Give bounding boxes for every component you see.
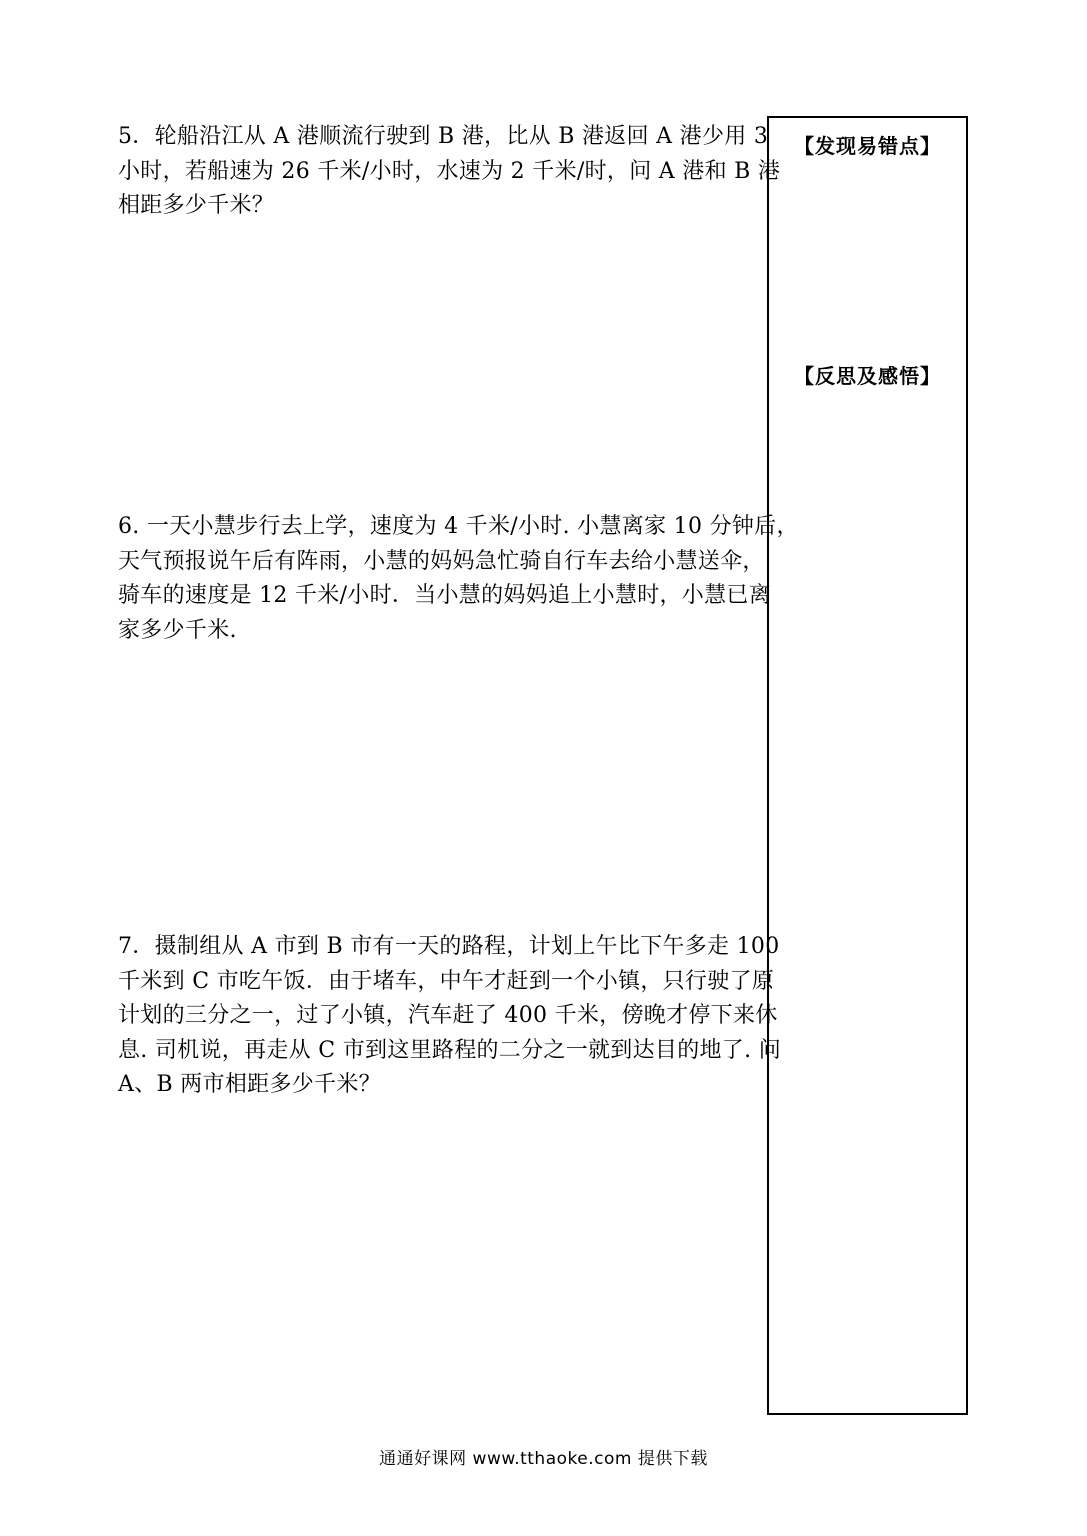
- question-line: 天气预报说午后有阵雨，小慧的妈妈急忙骑自行车去给小慧送伞，: [118, 548, 765, 574]
- page-footer: 通通好课网 www.tthaoke.com 提供下载: [379, 1449, 708, 1469]
- question-line: 相距多少千米？: [118, 193, 275, 218]
- question-line: 骑车的速度是 12 千米/小时．当小慧的妈妈追上小慧时，小慧已离: [118, 583, 771, 608]
- question-line: 息. 司机说，再走从 C 市到这里路程的二分之一就到达目的地了. 问: [118, 1037, 781, 1063]
- question-line: A、B 两市相距多少千米？: [118, 1072, 381, 1097]
- question-line: 小时，若船速为 26 千米/小时，水速为 2 千米/时，问 A 港和 B 港: [118, 158, 781, 184]
- question-line: 家多少千米.: [118, 617, 237, 643]
- question-5: [118, 120, 781, 224]
- question-line: 5．轮船沿江从 A 港顺流行驶到 B 港，比从 B 港返回 A 港少用 3: [118, 124, 769, 149]
- question-line: 计划的三分之一，过了小镇，汽车赶了 400 千米，傍晚才停下来休: [118, 1003, 778, 1028]
- question-line: 6. 一天小慧步行去上学，速度为 4 千米/小时. 小慧离家 10 分钟后，: [118, 514, 799, 539]
- reflection-heading: 【反思及感悟】: [794, 364, 941, 388]
- question-line: 7．摄制组从 A 市到 B 市有一天的路程，计划上午比下午多走 100: [118, 934, 780, 959]
- question-7: [118, 930, 781, 1103]
- question-line: 千米到 C 市吃午饭．由于堵车，中午才赶到一个小镇，只行驶了原: [118, 968, 775, 994]
- question-6: [118, 510, 799, 648]
- error-points-heading: 【发现易错点】: [794, 134, 941, 158]
- notes-sidebar-box: [767, 116, 968, 1415]
